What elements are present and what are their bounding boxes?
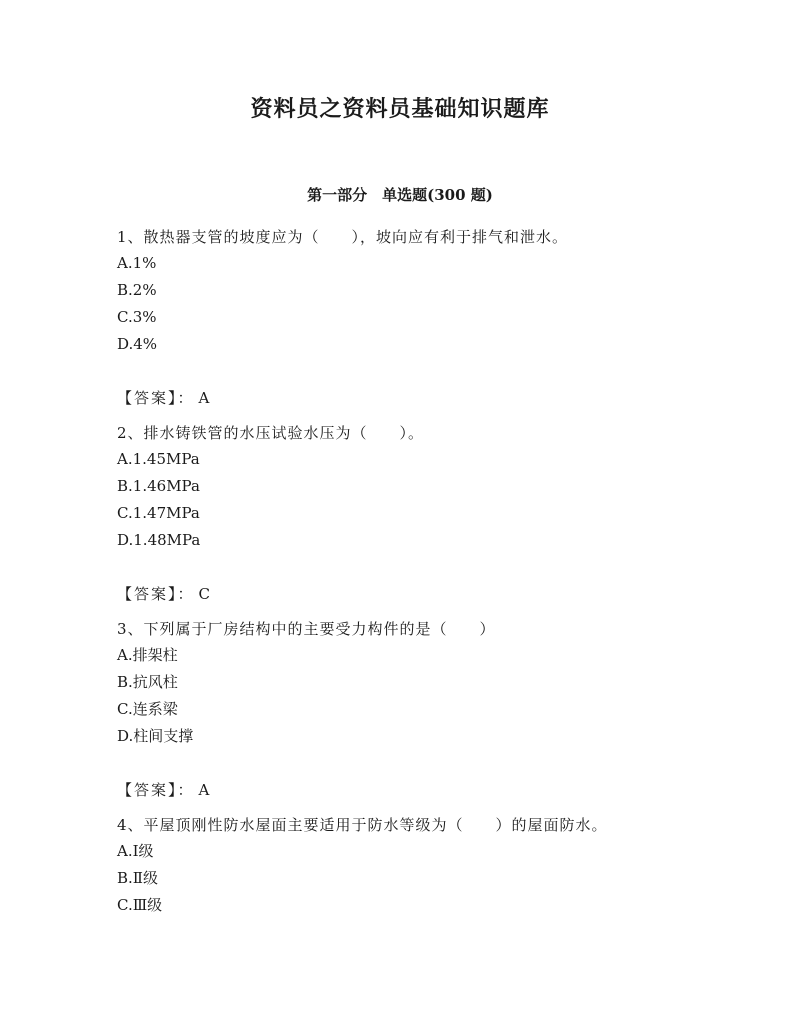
question-stem: 4、平屋顶刚性防水屋面主要适用于防水等级为（ ）的屋面防水。 [117,816,608,834]
question-list [117,224,717,919]
option-a: A.1% [117,254,157,272]
question-1 [117,224,717,411]
answer-label: 【答案】： [117,389,195,407]
answer-value: C [198,585,210,603]
page-title: 资料员之资料员基础知识题库 [250,96,550,122]
answer-label: 【答案】： [117,781,195,799]
option-d: D.4% [117,335,158,353]
option-b: B.抗风柱 [117,673,178,691]
option-d: D.柱间支撑 [117,727,194,745]
option-b: B.1.46MPa [117,477,200,495]
question-stem: 2、排水铸铁管的水压试验水压为（ ）。 [117,424,425,442]
option-d: D.1.48MPa [117,531,201,549]
question-4 [117,812,717,919]
answer-line [117,385,717,411]
answer-value: A [198,389,210,407]
option-c: C.连系梁 [117,700,178,718]
option-a: A.Ⅰ级 [117,842,154,860]
option-b: B.Ⅱ级 [117,869,158,887]
option-c: C.1.47MPa [117,504,200,522]
option-c: C.Ⅲ级 [117,896,163,914]
option-c: C.3% [117,308,157,326]
question-stem: 3、下列属于厂房结构中的主要受力构件的是（ ） [117,620,496,638]
answer-line [117,777,717,803]
answer-label: 【答案】： [117,585,195,603]
option-b: B.2% [117,281,157,299]
answer-line [117,581,717,607]
question-stem: 1、散热器支管的坡度应为（ ），坡向应有利于排气和泄水。 [117,228,569,246]
option-a: A.1.45MPa [117,450,200,468]
question-3 [117,616,717,803]
section-title: 第一部分 单选题(300 题) [307,186,493,204]
option-a: A.排架柱 [117,646,178,664]
answer-value: A [198,781,210,799]
question-2 [117,420,717,607]
